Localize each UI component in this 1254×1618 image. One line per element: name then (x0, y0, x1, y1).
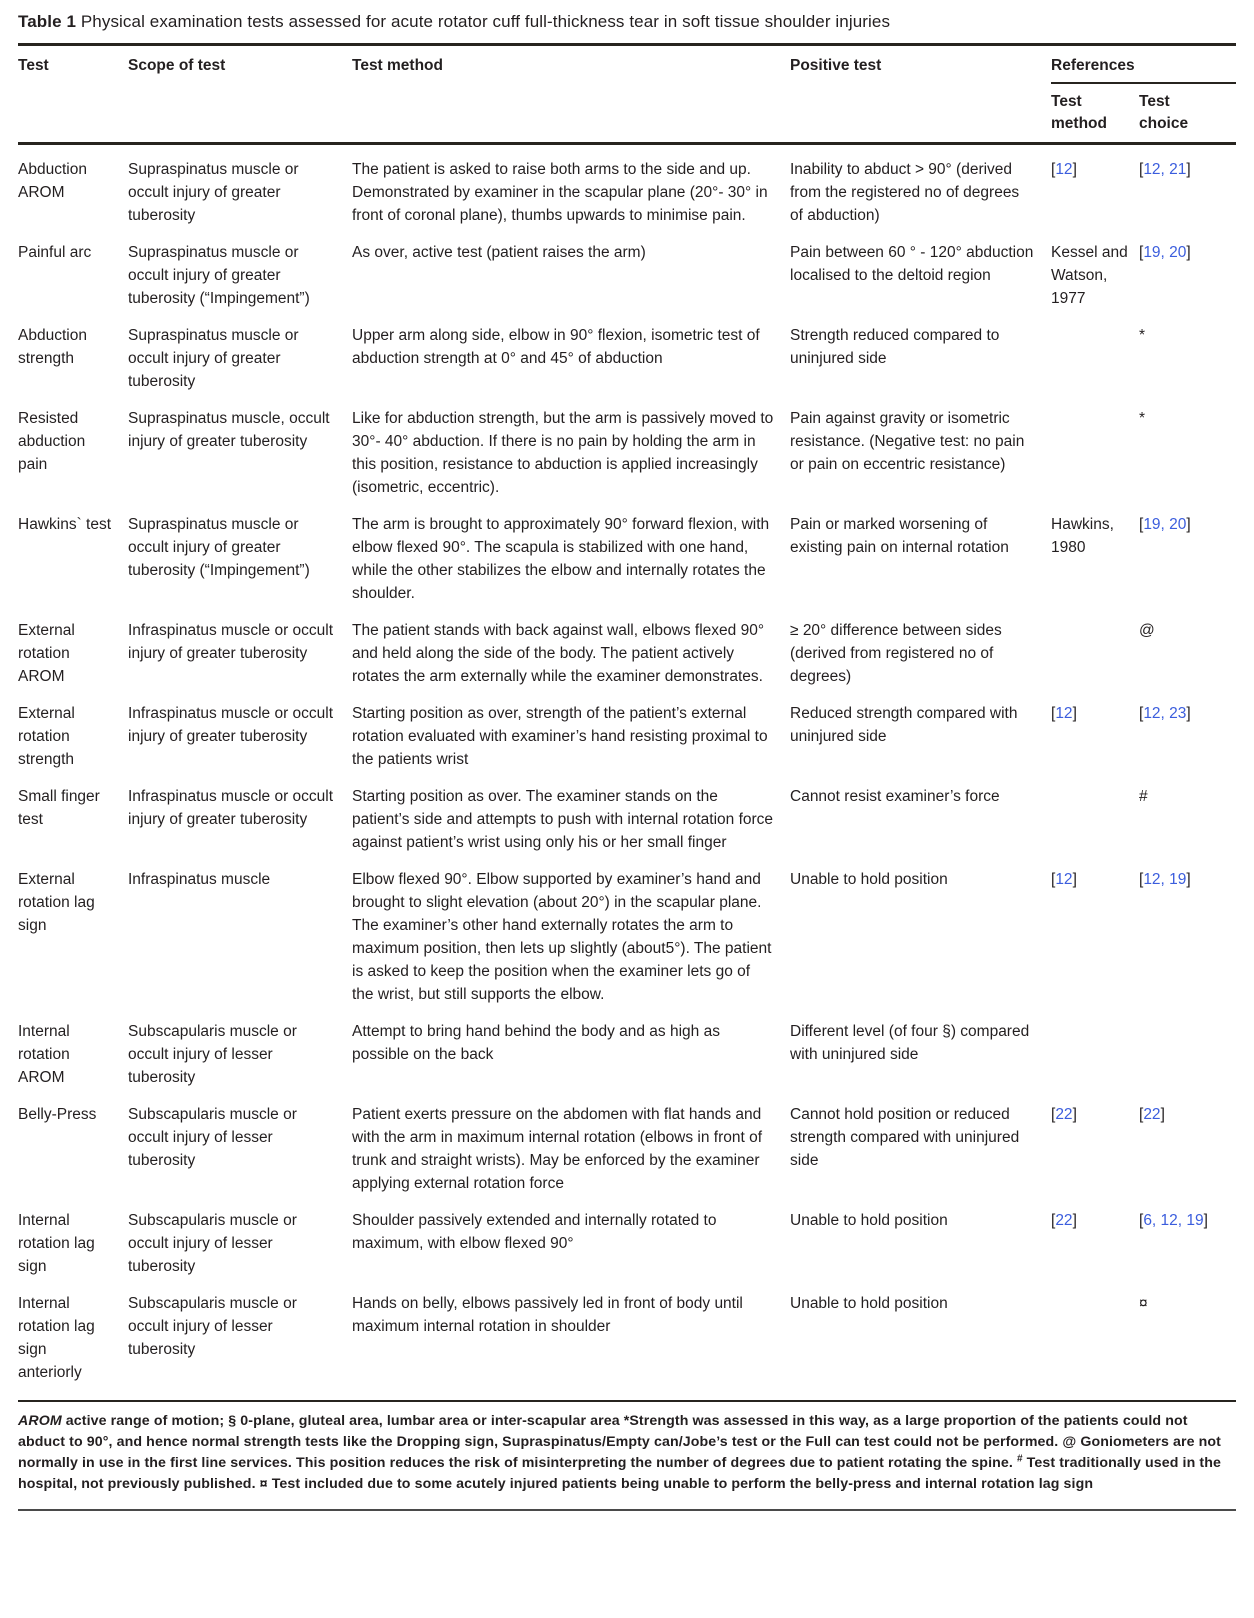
method-cell: Attempt to bring hand behind the body and as high as possible on the back (352, 1023, 720, 1063)
ref-method-cell: [12] (1051, 705, 1077, 722)
scope-cell: Supraspinatus muscle or occult injury of greater tuberosity (“Impingement”) (128, 516, 310, 579)
method-cell: The patient stands with back against wall, elbows flexed 90° and held along the side of the body. The patient actively rotates the arm externally while the examiner demonstrates. (352, 622, 765, 685)
method-cell: The arm is brought to approximately 90° forward flexion, with elbow flexed 90°. The scapula is stabilized with one hand, while the other stabilizes the elbow and internally rotates the shoulder. (352, 516, 770, 602)
table-row (18, 1090, 1236, 1196)
positive-cell: Inability to abduct > 90° (derived from the registered no of degrees of abduction) (790, 161, 1020, 224)
ref-choice-cell: [12, 19] (1139, 871, 1191, 888)
table-title (18, 10, 1236, 34)
positive-cell: ≥ 20° difference between sides (derived from registered no of degrees) (790, 622, 1002, 685)
table-row (18, 311, 1236, 394)
ref-method-cell (1051, 1279, 1139, 1385)
ref-method-cell (1051, 772, 1139, 855)
scope-cell: Supraspinatus muscle or occult injury of greater tuberosity (128, 161, 299, 224)
footnote-hash-symbol: # (1016, 1453, 1023, 1465)
ref-method-cell: [22] (1051, 1212, 1077, 1229)
reference-link[interactable]: 22 (1055, 1106, 1073, 1123)
reference-link[interactable]: 19, 20 (1143, 516, 1187, 533)
scope-cell: Subscapularis muscle or occult injury of lesser tuberosity (128, 1295, 297, 1358)
table-row (18, 1007, 1236, 1090)
test-cell: Resisted abduction pain (18, 410, 86, 473)
scope-cell: Subscapularis muscle or occult injury of lesser tuberosity (128, 1023, 297, 1086)
ref-choice-cell: [6, 12, 19] (1139, 1212, 1208, 1229)
footnote-text: active range of motion; § 0-plane, gluteal area, lumbar area or inter-scapular area *Strength was assessed in this way, as a large proportion of the patients could not abduct to 90°, and hence normal strength tests like the Dropping sign, Supraspinatus/Empty can/Jobe’s test or the Full can test could not be performed. @ Goniometers are not normally in use in the first line services. This position reduces the risk of misinterpreting the number of degrees due to patient rotating the spine. (18, 1413, 1222, 1471)
ref-choice-cell: [19, 20] (1139, 516, 1191, 533)
reference-link[interactable]: 19, 20 (1143, 244, 1187, 261)
method-cell: The patient is asked to raise both arms to the side and up. Demonstrated by examiner in the scapular plane (20°- 30° in front of coronal plane), thumbs upwards to minimise pain. (352, 161, 768, 224)
method-cell: Upper arm along side, elbow in 90° flexion, isometric test of abduction strength at 0° and 45° of abduction (352, 327, 760, 367)
ref-method-cell (1051, 606, 1139, 689)
scope-cell: Supraspinatus muscle or occult injury of greater tuberosity (128, 327, 299, 390)
col-header-positive-test: Positive test (790, 45, 1051, 144)
ref-choice-cell: @ (1139, 622, 1155, 639)
test-cell: Internal rotation lag sign (18, 1212, 95, 1275)
table-body (18, 144, 1236, 1386)
ref-choice-cell (1139, 1007, 1236, 1090)
positive-cell: Pain or marked worsening of existing pain on internal rotation (790, 516, 1009, 556)
test-cell: Hawkins` test (18, 516, 112, 533)
scope-cell: Infraspinatus muscle or occult injury of greater tuberosity (128, 705, 334, 745)
reference-link[interactable]: 12, 23 (1143, 705, 1187, 722)
method-cell: Patient exerts pressure on the abdomen with flat hands and with the arm in maximum internal rotation (elbows in front of trunk and straight wrists). May be enforced by the examiner applying external rotation force (352, 1106, 763, 1192)
table-header (18, 45, 1236, 144)
positive-cell: Unable to hold position (790, 1295, 948, 1312)
positive-cell: Different level (of four §) compared with uninjured side (790, 1023, 1030, 1063)
method-cell: Starting position as over. The examiner stands on the patient’s side and attempts to push with internal rotation force against patient’s wrist using only his or her small finger (352, 788, 774, 851)
scope-cell: Supraspinatus muscle or occult injury of greater tuberosity (“Impingement”) (128, 244, 310, 307)
positive-cell: Pain between 60 ° - 120° abduction localised to the deltoid region (790, 244, 1034, 284)
test-cell: Painful arc (18, 244, 92, 261)
table-row (18, 1196, 1236, 1279)
ref-method-cell: [22] (1051, 1106, 1077, 1123)
col-header-ref-test-method: Test method (1051, 83, 1139, 144)
scope-cell: Subscapularis muscle or occult injury of lesser tuberosity (128, 1106, 297, 1169)
ref-choice-cell: [22] (1139, 1106, 1165, 1123)
positive-cell: Unable to hold position (790, 1212, 948, 1229)
method-cell: Starting position as over, strength of the patient’s external rotation evaluated with examiner’s hand resisting proximal to the patients wrist (352, 705, 768, 768)
method-cell: As over, active test (patient raises the arm) (352, 244, 646, 261)
ref-method-cell: Kessel and Watson, 1977 (1051, 244, 1128, 307)
method-cell: Shoulder passively extended and internally rotated to maximum, with elbow flexed 90° (352, 1212, 717, 1252)
method-cell: Elbow flexed 90°. Elbow supported by examiner’s hand and brought to slight elevation (about 20°) in the scapular plane. The examiner’s other hand externally rotates the arm to maximum position, then lets up slightly (about5°). The patient is asked to keep the position when the examiner lets go of the wrist, but still supports the elbow. (352, 871, 772, 1003)
test-cell: External rotation lag sign (18, 871, 95, 934)
footnote-arom-abbrev: AROM (18, 1413, 62, 1429)
table-title-text: Physical examination tests assessed for acute rotator cuff full-thickness tear in soft tissue shoulder injuries (76, 12, 891, 31)
ref-choice-cell: [19, 20] (1139, 244, 1191, 261)
scope-cell: Supraspinatus muscle, occult injury of greater tuberosity (128, 410, 330, 450)
reference-link[interactable]: 22 (1055, 1212, 1073, 1229)
col-header-test: Test (18, 45, 128, 144)
test-cell: Small finger test (18, 788, 100, 828)
table-row (18, 772, 1236, 855)
table-row (18, 855, 1236, 1007)
table-row (18, 500, 1236, 606)
method-cell: Like for abduction strength, but the arm is passively moved to 30°- 40° abduction. If there is no pain by holding the arm in this position, resistance to abduction is applied increasingly (isometric, eccentric). (352, 410, 774, 496)
table-row (18, 394, 1236, 500)
ref-method-cell (1051, 311, 1139, 394)
positive-cell: Strength reduced compared to uninjured side (790, 327, 1000, 367)
col-header-scope: Scope of test (128, 45, 352, 144)
ref-method-cell: [12] (1051, 161, 1077, 178)
col-header-references: References (1051, 45, 1236, 84)
reference-link[interactable]: 12 (1055, 871, 1073, 888)
test-cell: Internal rotation lag sign anteriorly (18, 1295, 95, 1381)
reference-link[interactable]: 12 (1055, 705, 1073, 722)
test-cell: External rotation AROM (18, 622, 75, 685)
positive-cell: Cannot resist examiner’s force (790, 788, 1000, 805)
test-cell: Internal rotation AROM (18, 1023, 70, 1086)
reference-link[interactable]: 6, 12, 19 (1143, 1212, 1204, 1229)
table-row (18, 689, 1236, 772)
ref-method-cell: Hawkins, 1980 (1051, 516, 1114, 556)
ref-method-cell: [12] (1051, 871, 1077, 888)
table-footnote (18, 1400, 1236, 1511)
scope-cell: Subscapularis muscle or occult injury of lesser tuberosity (128, 1212, 297, 1275)
test-cell: Belly-Press (18, 1106, 97, 1123)
positive-cell: Reduced strength compared with uninjured side (790, 705, 1018, 745)
scope-cell: Infraspinatus muscle or occult injury of greater tuberosity (128, 622, 334, 662)
ref-choice-cell: * (1139, 410, 1146, 427)
test-cell: Abduction AROM (18, 161, 87, 201)
test-cell: External rotation strength (18, 705, 75, 768)
table-row (18, 144, 1236, 229)
ref-choice-cell: [12, 23] (1139, 705, 1191, 722)
method-cell: Hands on belly, elbows passively led in front of body until maximum internal rotation in shoulder (352, 1295, 743, 1335)
ref-choice-cell: ¤ (1139, 1295, 1148, 1312)
col-header-test-method: Test method (352, 45, 790, 144)
reference-link[interactable]: 22 (1143, 1106, 1161, 1123)
table-row (18, 228, 1236, 311)
reference-link[interactable]: 12 (1055, 161, 1073, 178)
footnote-text: Test traditionally used in the hospital, not previously published. ¤ Test included due to some acutely injured patients being unable to perform the belly-press and internal rotation lag sign (18, 1455, 1221, 1492)
test-cell: Abduction strength (18, 327, 87, 367)
ref-choice-cell: * (1139, 327, 1146, 344)
positive-cell: Unable to hold position (790, 871, 948, 888)
table-row (18, 606, 1236, 689)
positive-cell: Cannot hold position or reduced strength compared with uninjured side (790, 1106, 1020, 1169)
reference-link[interactable]: 12, 19 (1143, 871, 1187, 888)
table-number-label: Table 1 (18, 12, 77, 31)
ref-choice-cell: # (1139, 788, 1148, 805)
examination-tests-table (18, 43, 1236, 1385)
ref-method-cell (1051, 394, 1139, 500)
ref-choice-cell: [12, 21] (1139, 161, 1191, 178)
scope-cell: Infraspinatus muscle or occult injury of greater tuberosity (128, 788, 334, 828)
positive-cell: Pain against gravity or isometric resistance. (Negative test: no pain or pain on eccentric resistance) (790, 410, 1025, 473)
ref-method-cell (1051, 1007, 1139, 1090)
col-header-ref-test-choice: Test choice (1139, 83, 1236, 144)
scope-cell: Infraspinatus muscle (128, 871, 271, 888)
table-row (18, 1279, 1236, 1385)
reference-link[interactable]: 12, 21 (1143, 161, 1187, 178)
